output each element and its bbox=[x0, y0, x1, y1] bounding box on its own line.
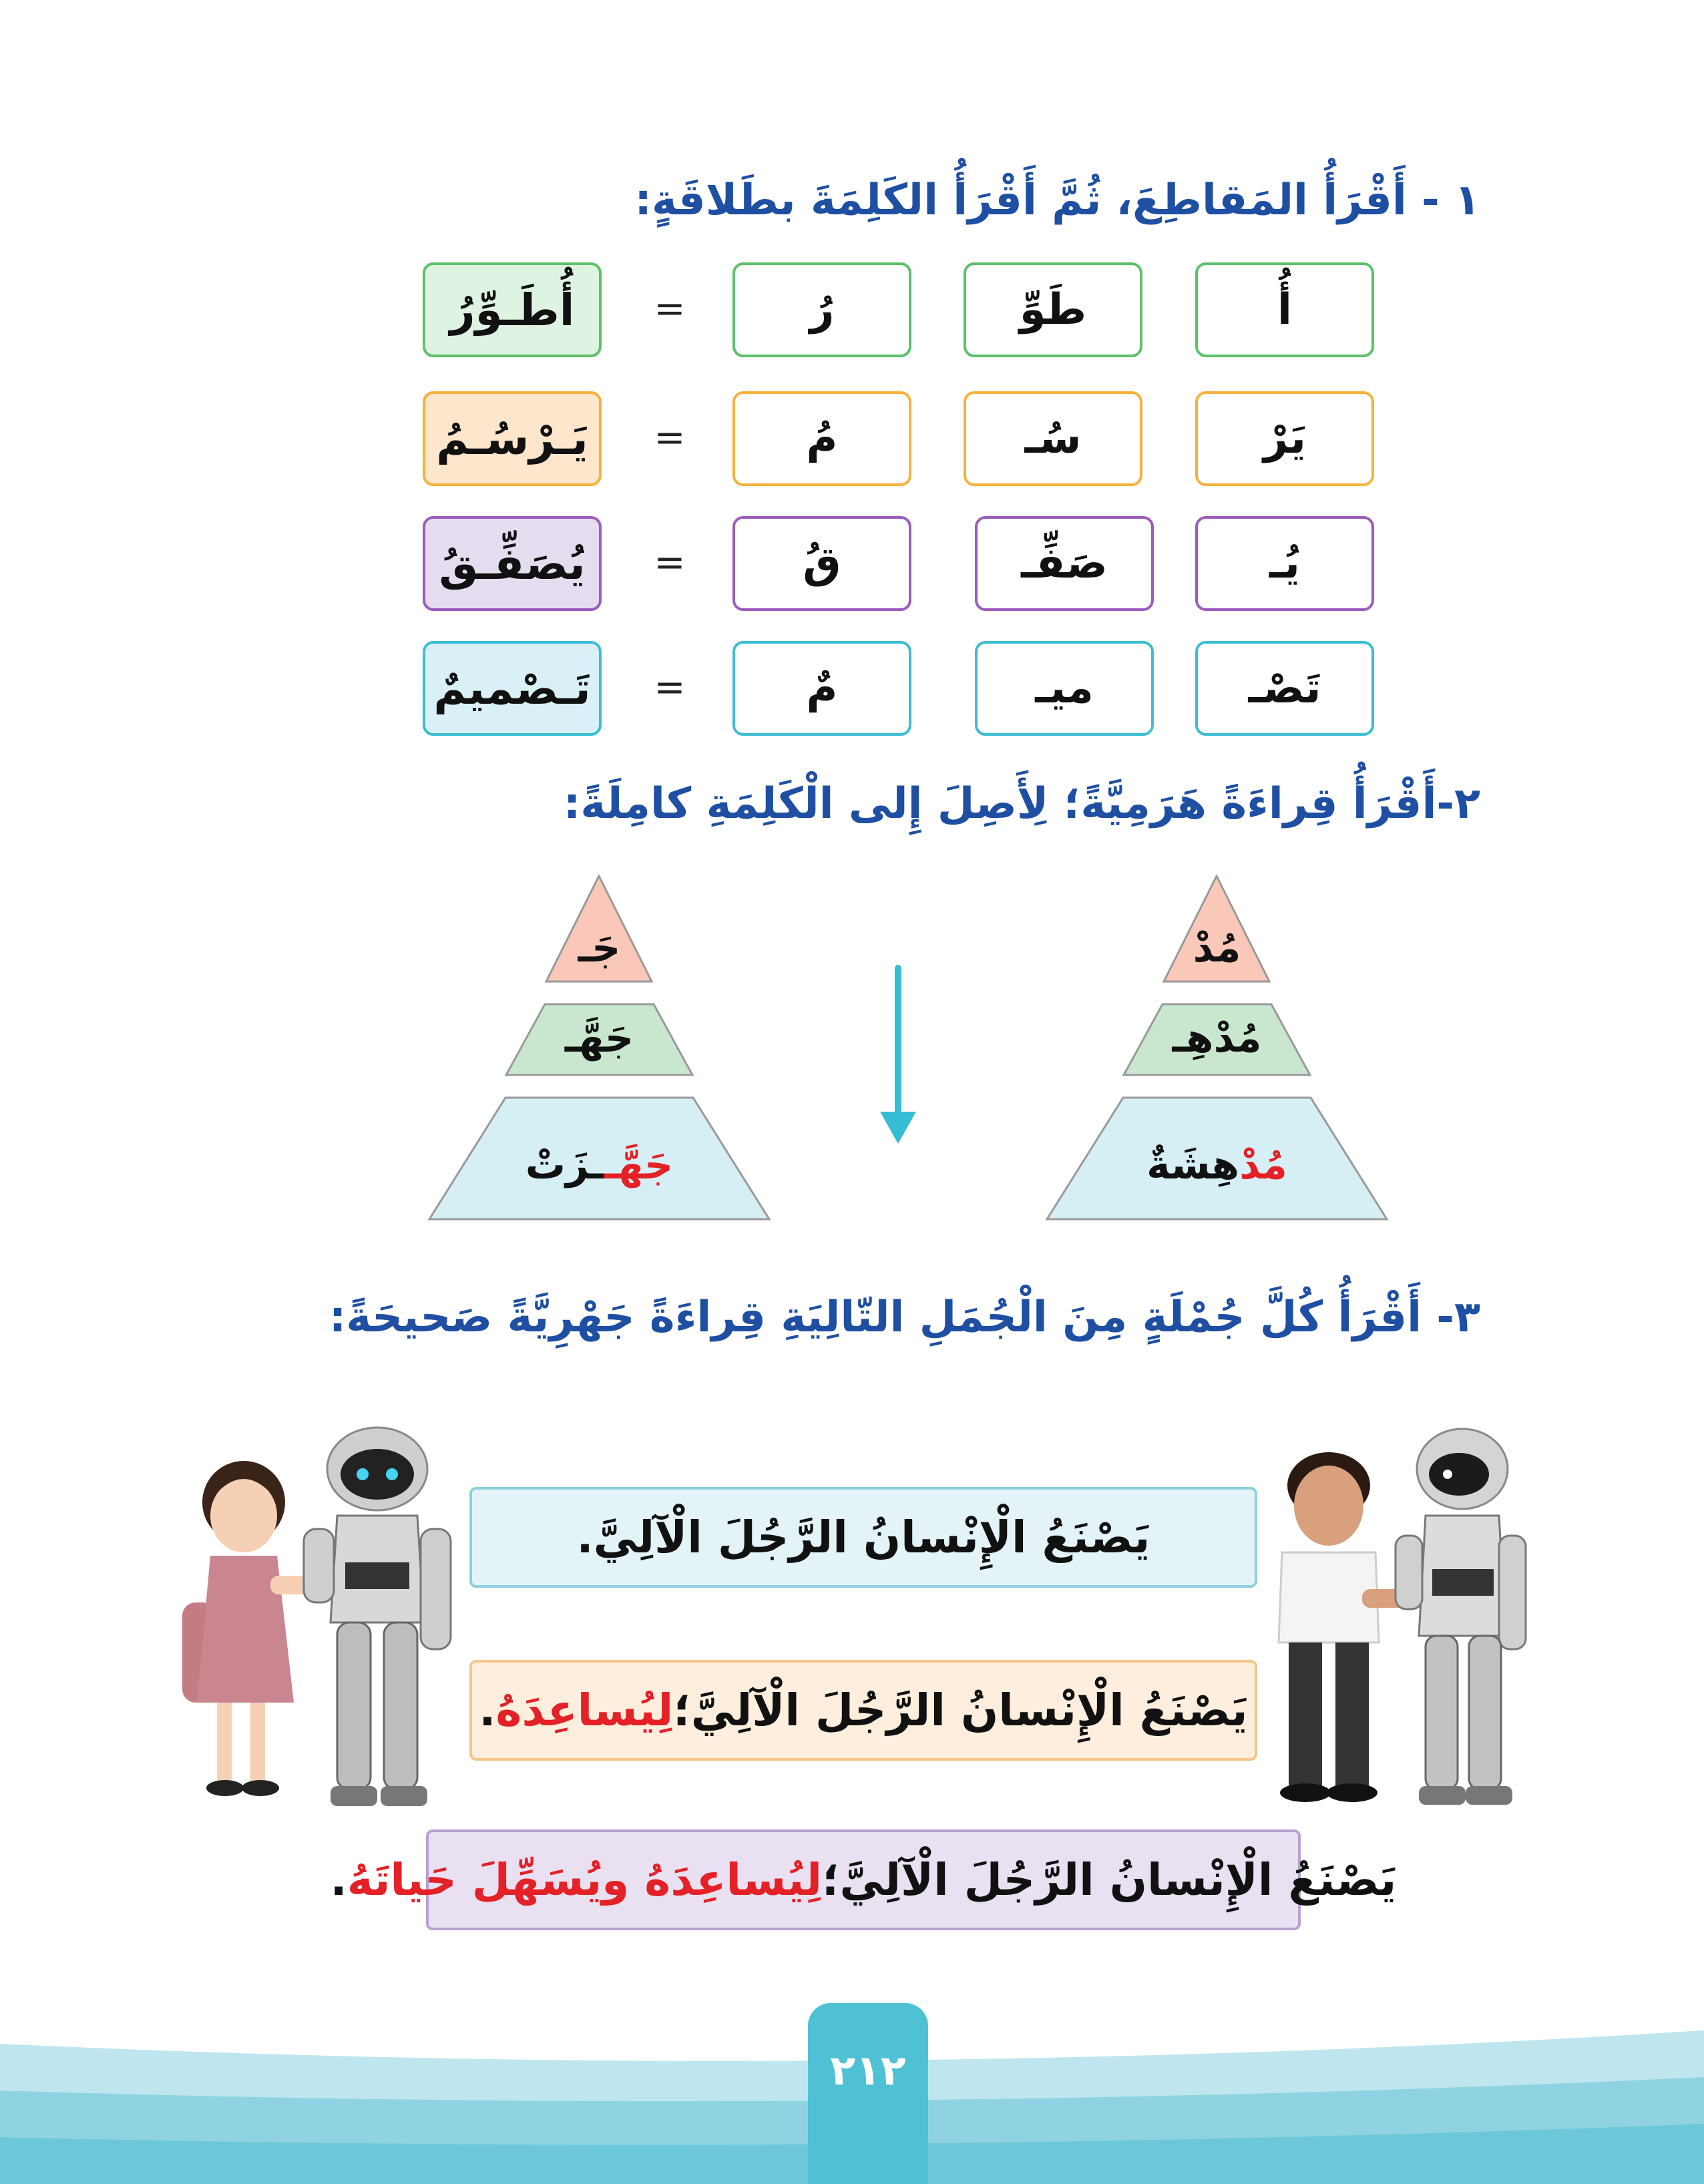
syllable-box: قُ bbox=[732, 516, 911, 611]
syllable-box: مٌ bbox=[732, 641, 911, 736]
sentence-end: . bbox=[479, 1685, 496, 1736]
syllable-box: يُـ bbox=[1195, 516, 1374, 611]
result-word-box: يَـرْسُـمُ bbox=[423, 391, 602, 486]
pyramid-middle-text: جَهَّـ bbox=[564, 1015, 634, 1062]
girl-robot-figure bbox=[170, 1422, 471, 1816]
highlighted-syllable: جَهَّـ bbox=[604, 1142, 674, 1188]
pyramid-left bbox=[427, 875, 771, 1222]
down-arrow-icon bbox=[880, 1112, 916, 1144]
syllable-box: رُ bbox=[732, 262, 911, 357]
sentence-box-1 bbox=[469, 1487, 1257, 1588]
equals-sign: = bbox=[654, 666, 686, 709]
sentence-text: يَصْنَعُ الْإِنْسانُ الرَّجُلَ الْآلِيَّ. bbox=[576, 1512, 1150, 1563]
syllable-box: سُـ bbox=[964, 391, 1142, 486]
syllable-box: طَوِّ bbox=[964, 262, 1142, 357]
equals-sign: = bbox=[654, 541, 686, 584]
boy-robot-figure bbox=[1269, 1422, 1549, 1816]
exercise-3-title: ٣- أَقْرَأُ كُلَّ جُمْلَةٍ مِنَ الْجُمَلِ التّالِيَةِ قِراءَةً جَهْرِيَّةً صَحيحَةً: bbox=[329, 1293, 1480, 1342]
equals-sign: = bbox=[654, 287, 686, 331]
sentence-text: يَصْنَعُ الْإِنْسانُ الرَّجُلَ الْآلِيَّ؛ bbox=[673, 1685, 1248, 1736]
result-word-box: يُصَفِّـقُ bbox=[423, 516, 602, 611]
pyramid-right bbox=[1045, 875, 1389, 1222]
syllable-box: أُ bbox=[1195, 262, 1374, 357]
page-number: ٢١٢ bbox=[808, 2003, 928, 2184]
result-word-box: تَـصْميمٌ bbox=[423, 641, 602, 736]
pyramid-top-text: جَـ bbox=[578, 925, 621, 971]
syllable-box: يَرْ bbox=[1195, 391, 1374, 486]
result-word-box: أُطَـوِّرُ bbox=[423, 262, 602, 357]
boy-shaking-hands-with-robot-illustration bbox=[1269, 1422, 1549, 1816]
exercise-1-title: ١ - أَقْرَأُ المَقاطِعَ، ثُمَّ أَقْرَأُ الكَلِمَةَ بطَلاقَةٍ: bbox=[634, 176, 1480, 225]
exercise-2-title: ٢-أَقْرَأُ قِراءَةً هَرَمِيَّةً؛ لِأَصِلَ إِلى الْكَلِمَةِ كامِلَةً: bbox=[563, 779, 1480, 829]
pyramid-middle-text: مُدْهِـ bbox=[1172, 1015, 1262, 1062]
sentence-highlight: لِيُساعِدَهُ bbox=[495, 1685, 674, 1736]
sentence-text: يَصْنَعُ الْإِنْسانُ الرَّجُلَ الْآلِيَّ؛ bbox=[822, 1854, 1397, 1906]
equals-sign: = bbox=[654, 416, 686, 459]
sentence-end: . bbox=[330, 1854, 347, 1906]
syllable-box: صَفِّـ bbox=[975, 516, 1154, 611]
syllable-box: تَصْـ bbox=[1195, 641, 1374, 736]
syllable-box: مُ bbox=[732, 391, 911, 486]
remaining-syllables: ـزَتْ bbox=[525, 1142, 604, 1188]
girl-shaking-hands-with-robot-illustration bbox=[170, 1422, 471, 1816]
sentence-box-2 bbox=[469, 1660, 1257, 1761]
down-arrow-shaft bbox=[895, 965, 901, 1125]
remaining-syllables: هِشَةٌ bbox=[1146, 1142, 1240, 1188]
sentence-highlight: لِيُساعِدَهُ ويُسَهِّلَ حَياتَهُ bbox=[347, 1854, 823, 1906]
pyramid-bottom-text bbox=[1045, 1142, 1389, 1188]
sentence-box-3 bbox=[330, 1829, 1397, 1930]
syllable-box: ميـ bbox=[975, 641, 1154, 736]
pyramid-top-text: مُدْ bbox=[1193, 925, 1241, 971]
pyramid-bottom-text bbox=[427, 1142, 771, 1188]
highlighted-syllable: مُدْ bbox=[1239, 1142, 1287, 1188]
